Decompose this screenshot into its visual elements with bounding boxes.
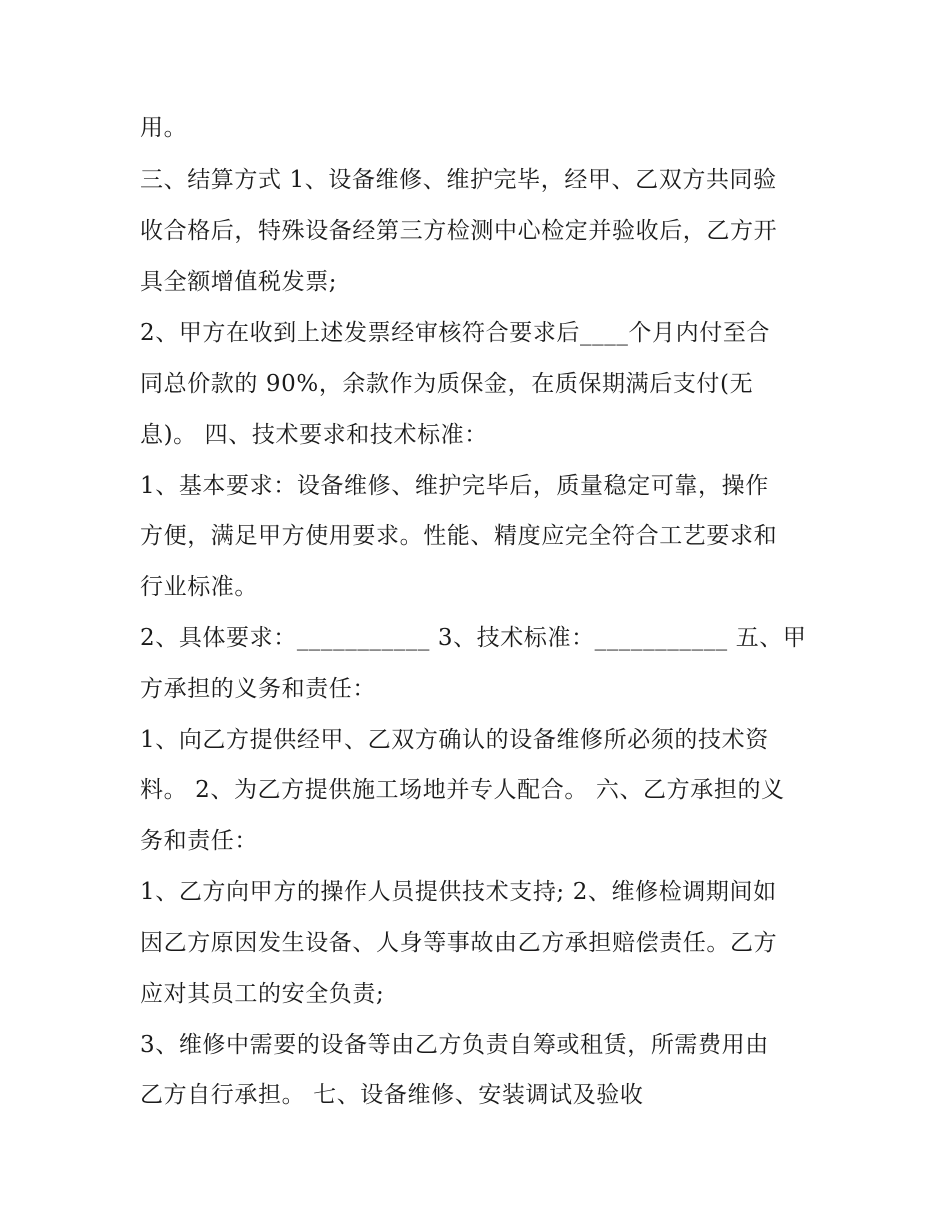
text-line: 行业标准。 — [140, 574, 258, 600]
text-line: 息)。 四、技术要求和技术标准： — [140, 422, 488, 448]
text-line: 务和责任： — [140, 828, 258, 854]
text-line: 2、甲方在收到上述发票经审核符合要求后____个月内付至合 — [140, 320, 771, 346]
text-line: 方便，满足甲方使用要求。性能、精度应完全符合工艺要求和 — [140, 523, 778, 549]
text-line: 用。 — [140, 115, 188, 141]
text-line: 2、具体要求：___________ 3、技术标准：___________ 五、甲 — [140, 625, 807, 651]
text-line: 1、基本要求：设备维修、维护完毕后，质量稳定可靠，操作 — [140, 473, 769, 499]
text-line: 因乙方原因发生设备、人身等事故由乙方承担赔偿责任。乙方 — [140, 930, 778, 956]
text-line: 三、结算方式 1、设备维修、维护完毕，经甲、乙双方共同验 — [140, 167, 777, 193]
text-line: 乙方自行承担。 七、设备维修、安装调试及验收 — [140, 1082, 644, 1108]
text-line: 具全额增值税发票; — [140, 269, 338, 295]
text-line: 应对其员工的安全负责; — [140, 981, 385, 1007]
text-line: 料。 2、为乙方提供施工场地并专人配合。 六、乙方承担的义 — [140, 777, 785, 803]
text-line: 同总价款的 90%，余款作为质保金，在质保期满后支付(无 — [140, 371, 754, 397]
text-line: 3、维修中需要的设备等由乙方负责自筹或租赁，所需费用由 — [140, 1032, 769, 1058]
text-line: 1、乙方向甲方的操作人员提供技术支持; 2、维修检调期间如 — [140, 879, 777, 905]
text-line: 1、向乙方提供经甲、乙双方确认的设备维修所必须的技术资 — [140, 727, 769, 753]
text-line: 收合格后，特殊设备经第三方检测中心检定并验收后，乙方开 — [140, 218, 778, 244]
text-line: 方承担的义务和责任： — [140, 676, 376, 702]
